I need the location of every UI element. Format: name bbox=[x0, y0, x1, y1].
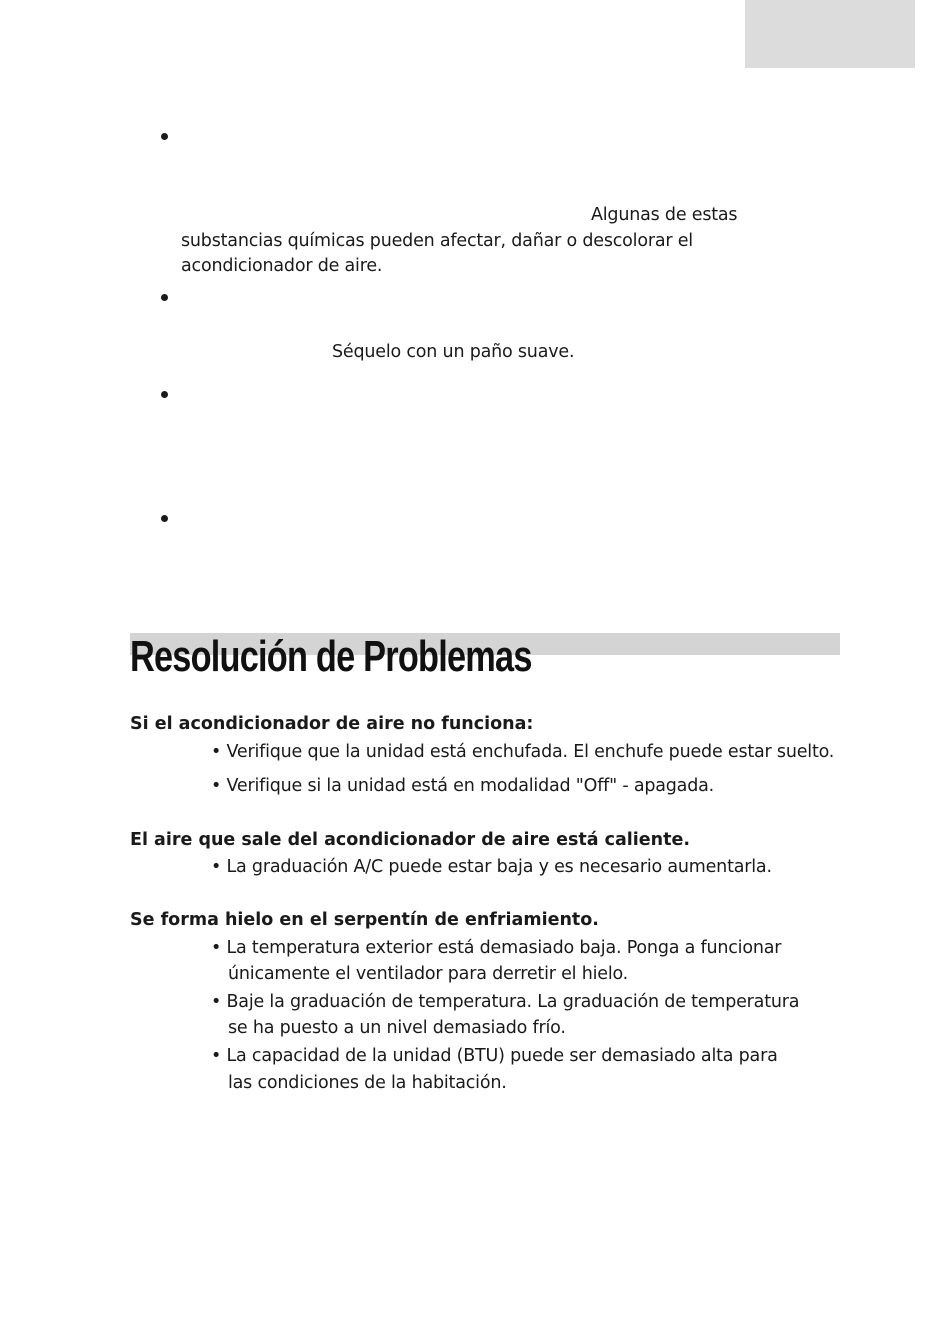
text-sequelo: Séquelo con un paño suave. bbox=[332, 342, 575, 362]
text-acondicionador: acondicionador de aire. bbox=[181, 256, 383, 276]
tip-capacidad-btu-cont: las condiciones de la habitación. bbox=[228, 1073, 507, 1093]
tip-temperatura-exterior-cont: únicamente el ventilador para derretir el hielo. bbox=[228, 964, 629, 984]
tip-temperatura-exterior: • La temperatura exterior está demasiado baja. Ponga a funcionar bbox=[211, 938, 782, 958]
problem-title-hielo: Se forma hielo en el serpentín de enfriamiento. bbox=[130, 910, 599, 930]
tip-modalidad-off: • Verifique si la unidad está en modalidad "Off" - apagada. bbox=[211, 776, 714, 796]
page-tab-marker bbox=[745, 0, 915, 68]
problem-title-no-funciona: Si el acondicionador de aire no funciona: bbox=[130, 714, 534, 734]
text-substancias: substancias químicas pueden afectar, dañar o descolorar el bbox=[181, 231, 693, 251]
tip-baje-graduacion: • Baje la graduación de temperatura. La graduación de temperatura bbox=[211, 992, 800, 1012]
tip-baje-graduacion-cont: se ha puesto a un nivel demasiado frío. bbox=[228, 1018, 566, 1038]
bullet-dot-2 bbox=[161, 294, 168, 301]
page-title: Resolución de Problemas bbox=[130, 632, 532, 681]
bullet-dot-3 bbox=[161, 391, 168, 398]
tip-capacidad-btu: • La capacidad de la unidad (BTU) puede ser demasiado alta para bbox=[211, 1046, 778, 1066]
problem-title-aire-caliente: El aire que sale del acondicionador de aire está caliente. bbox=[130, 830, 691, 850]
tip-enchufada: • Verifique que la unidad está enchufada. El enchufe puede estar suelto. bbox=[211, 742, 835, 762]
tip-graduacion-ac: • La graduación A/C puede estar baja y es necesario aumentarla. bbox=[211, 857, 772, 877]
text-algunas: Algunas de estas bbox=[591, 205, 738, 225]
bullet-dot-1 bbox=[161, 133, 168, 140]
bullet-dot-4 bbox=[161, 515, 168, 522]
